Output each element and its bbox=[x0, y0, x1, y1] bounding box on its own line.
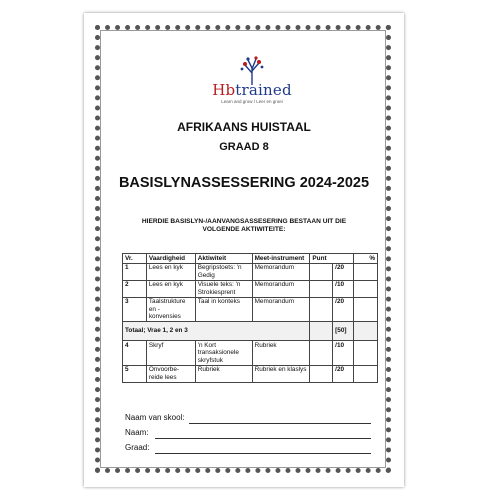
header-activity: Aktiwiteit bbox=[195, 254, 252, 264]
row-activity: 'n Kort transaksionele skryfstuk bbox=[195, 341, 252, 366]
header-nr: Vr. bbox=[123, 254, 147, 264]
total-percent bbox=[354, 322, 378, 341]
name-line[interactable] bbox=[155, 438, 371, 439]
row-skill: Onvoorbe-reide lees bbox=[146, 365, 195, 382]
total-blank bbox=[310, 322, 333, 341]
row-activity: Taal in konteks bbox=[195, 297, 252, 322]
activities-table bbox=[122, 253, 378, 383]
row-instrument: Memorandum bbox=[252, 263, 310, 280]
row-skill: Lees en kyk bbox=[146, 263, 195, 280]
row-percent bbox=[354, 297, 378, 322]
row-skill: Skryf bbox=[146, 341, 195, 366]
row-instrument: Rubriek en klaslys bbox=[252, 365, 310, 382]
header-percent: % bbox=[354, 254, 378, 264]
logo-wordmark: Hbtrained bbox=[212, 81, 292, 99]
school-name-label: Naam van skool: bbox=[125, 413, 185, 422]
row-skill: Lees en kyk bbox=[146, 280, 195, 297]
row-percent bbox=[354, 280, 378, 297]
grade-field[interactable] bbox=[125, 443, 375, 458]
total-label: Totaal; Vrae 1, 2 en 3 bbox=[123, 322, 310, 341]
table-row bbox=[123, 365, 378, 382]
name-label: Naam: bbox=[125, 428, 149, 437]
table-row bbox=[123, 263, 378, 280]
total-row bbox=[123, 322, 378, 341]
row-activity: Visuele teks: 'n Strokiesprent bbox=[195, 280, 252, 297]
row-number: 3 bbox=[123, 297, 147, 322]
row-number: 4 bbox=[123, 341, 147, 366]
table-row bbox=[123, 280, 378, 297]
logo-tagline: Learn and grow / Leer en groei bbox=[221, 99, 283, 104]
row-percent bbox=[354, 263, 378, 280]
grade-label: Graad: bbox=[125, 443, 150, 452]
school-name-line[interactable] bbox=[189, 423, 371, 424]
row-points-blank bbox=[310, 263, 333, 280]
row-points-blank bbox=[310, 280, 333, 297]
row-skill: Taalstrukture en - konvensies bbox=[146, 297, 195, 322]
row-points: /20 bbox=[333, 263, 354, 280]
row-activity: Rubriek bbox=[195, 365, 252, 382]
header-skill: Vaardigheid bbox=[146, 254, 195, 264]
row-percent bbox=[354, 341, 378, 366]
page-title: BASISLYNASSESSERING 2024-2025 bbox=[118, 175, 370, 191]
name-field[interactable] bbox=[125, 428, 375, 443]
row-points: /20 bbox=[333, 297, 354, 322]
row-number: 1 bbox=[123, 263, 147, 280]
table-header-row bbox=[123, 254, 378, 264]
row-points: /10 bbox=[333, 341, 354, 366]
grade-heading: GRAAD 8 bbox=[219, 141, 269, 153]
table-row bbox=[123, 297, 378, 322]
row-points-blank bbox=[310, 297, 333, 322]
row-instrument: Memorandum bbox=[252, 280, 310, 297]
row-points-blank bbox=[310, 341, 333, 366]
student-details bbox=[125, 413, 375, 458]
hbtrained-logo bbox=[212, 55, 292, 115]
header-points: Punt bbox=[310, 254, 354, 264]
table-row bbox=[123, 341, 378, 366]
subject-heading: AFRIKAANS HUISTAAL bbox=[177, 120, 311, 134]
header-instrument: Meet-instrument bbox=[252, 254, 310, 264]
school-name-field[interactable] bbox=[125, 413, 375, 428]
row-activity: Begripstoets: 'n Gedig bbox=[195, 263, 252, 280]
row-number: 2 bbox=[123, 280, 147, 297]
worksheet-page bbox=[84, 13, 404, 487]
grade-line[interactable] bbox=[155, 453, 371, 454]
row-points: /20 bbox=[333, 365, 354, 382]
row-instrument: Memorandum bbox=[252, 297, 310, 322]
row-points: /10 bbox=[333, 280, 354, 297]
row-points-blank bbox=[310, 365, 333, 382]
total-value: [50] bbox=[333, 322, 354, 341]
intro-text: HIERDIE BASISLYN-/AANVANGSASSESERING BESTAAN UIT DIE VOLGENDE AKTIWITEITE: bbox=[141, 218, 347, 233]
row-percent bbox=[354, 365, 378, 382]
row-number: 5 bbox=[123, 365, 147, 382]
row-instrument: Rubriek bbox=[252, 341, 310, 366]
